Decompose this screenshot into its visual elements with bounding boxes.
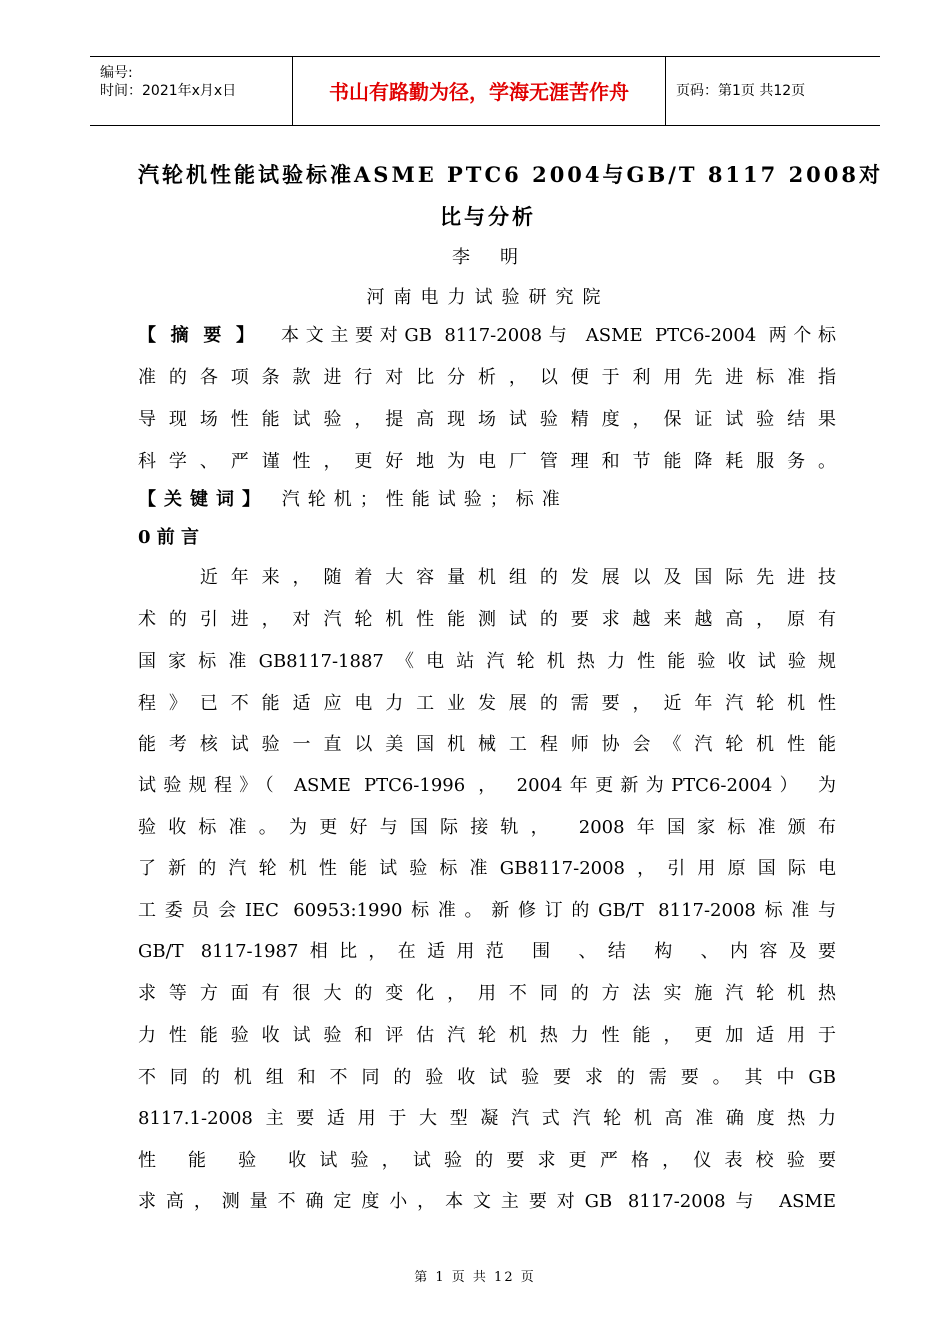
abstract-line-4: 科学、严谨性，更好地为电厂管理和节能降耗服务。: [138, 451, 836, 472]
abstract-text-1: 本文主要对GB 8117-2008与 ASME PTC6-2004 两个标: [268, 325, 836, 346]
body-line: 试验规程》（ ASME PTC6-1996 ， 2004年更新为PTC6-2004） 为: [138, 775, 836, 796]
body-line: 力性能验收试验和评估汽轮机热力性能，更加适用于: [138, 1025, 836, 1046]
body-line: 能考核试验一直以美国机械工程师协会《汽轮机性能: [138, 734, 836, 755]
body-line: 求等方面有很大的变化，用不同的方法实施汽轮机热: [138, 983, 836, 1004]
body-line: 验收标准。为更好与国际接轨， 2008年国家标准颁布: [138, 817, 836, 838]
document-header: [90, 56, 880, 126]
author-affiliation: 河南电力试验研究院: [366, 287, 610, 308]
body-line: GB/T 8117-1987相比，在适用范 围 、结 构 、内容及要: [138, 941, 836, 962]
document-time-label: 时间：2021年x月x日: [100, 83, 237, 99]
document-number-label: 编号:: [100, 65, 133, 81]
body-line: 程》已不能适应电力工业发展的需要，近年汽轮机性: [138, 693, 836, 714]
body-line: 国家标准GB8117-1887《电站汽轮机热力性能验收试验规: [138, 651, 836, 672]
author-name: 李 明: [452, 247, 524, 268]
header-meta-cell: [90, 57, 293, 125]
keywords-label: 【关键词】: [138, 489, 268, 510]
document-title-line-2: 比与分析: [440, 204, 536, 229]
header-motto: 书山有路勤为径，学海无涯苦作舟: [329, 80, 629, 104]
body-line: 8117.1-2008主要适用于大型凝汽式汽轮机高准确度热力: [138, 1108, 836, 1129]
document-title-line-1: 汽轮机性能试验标准ASME PTC6 2004与GB/T 8117 2008对: [138, 162, 884, 187]
body-line: 了新的汽轮机性能试验标准GB8117-2008，引用原国际电: [138, 858, 836, 879]
section-heading: 0 前 言: [138, 527, 200, 548]
body-line: 工委员会IEC 60953:1990标准。新修订的GB/T 8117-2008标准与: [138, 900, 836, 921]
abstract-line-2: 准的各项条款进行对比分析，以便于利用先进标准指: [138, 367, 836, 388]
body-line: 求高，测量不确定度小，本文主要对GB 8117-2008与 ASME: [138, 1191, 836, 1212]
body-line: 性 能 验 收试验，试验的要求更严格，仪表校验要: [138, 1150, 836, 1171]
abstract-line-1: [138, 324, 836, 348]
body-line: 近年来，随着大容量机组的发展以及国际先进技: [138, 567, 836, 588]
keywords-text: 汽轮机；性能试验；标准: [268, 489, 568, 510]
header-motto-cell: [293, 57, 666, 125]
header-page-cell: [666, 57, 880, 125]
header-page-info: 页码：第1页 共12页: [676, 83, 806, 99]
body-line: 不同的机组和不同的验收试验要求的需要。其中GB: [138, 1067, 836, 1088]
body-line: 术的引进，对汽轮机性能测试的要求越来越高，原有: [138, 609, 836, 630]
page-footer: 第 1 页 共 12 页: [414, 1270, 536, 1285]
abstract-label: 【摘要】: [138, 325, 269, 346]
keywords-line: [138, 488, 836, 512]
abstract-line-3: 导现场性能试验，提高现场试验精度，保证试验结果: [138, 409, 836, 430]
